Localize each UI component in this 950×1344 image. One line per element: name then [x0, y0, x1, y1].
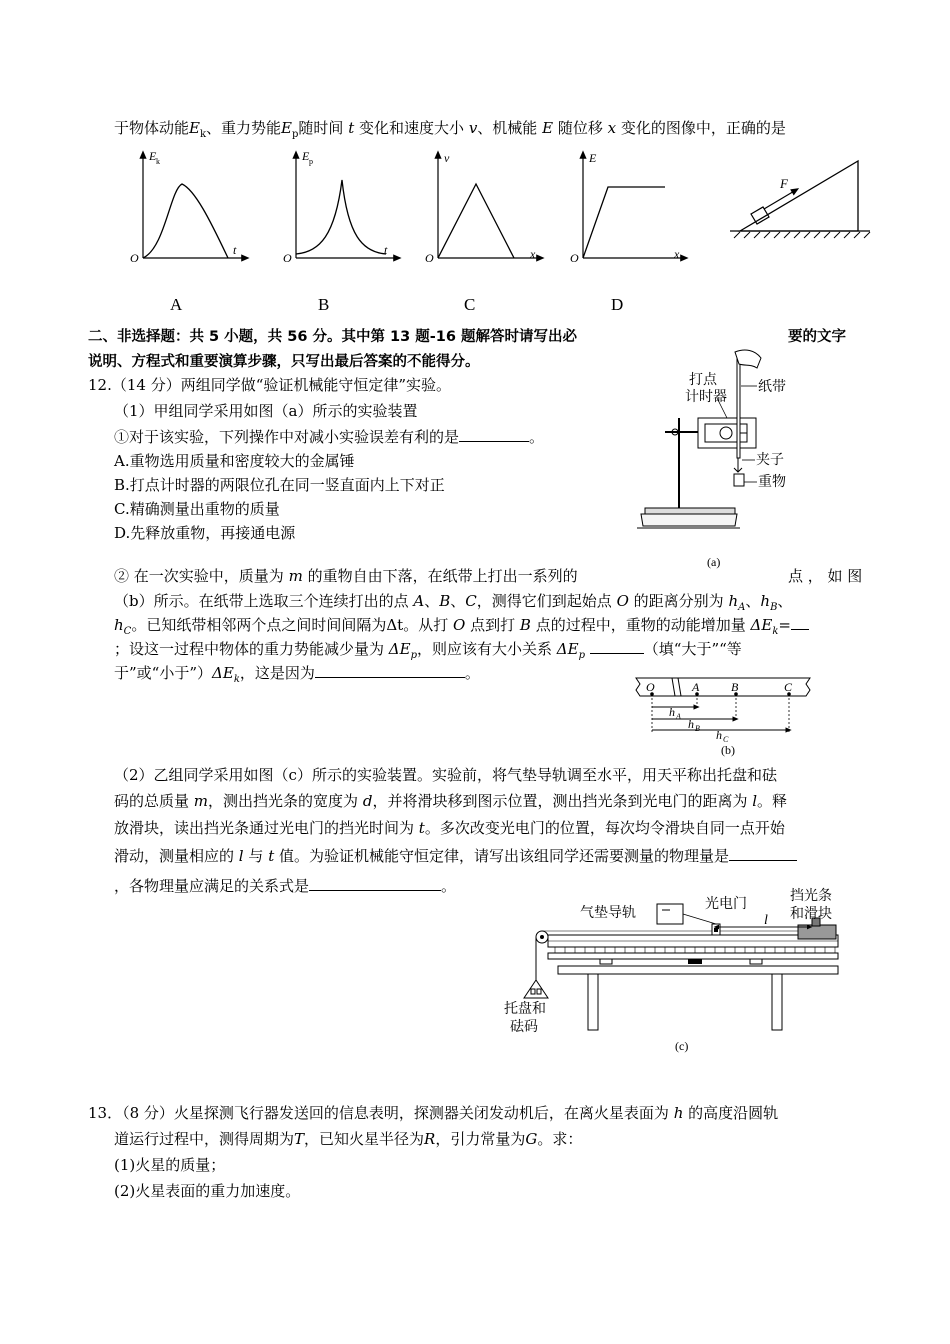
text: 点到打 [470, 616, 516, 634]
intro-line [114, 117, 786, 140]
q12-sub1 [114, 426, 544, 447]
point-label: O [646, 680, 655, 694]
text: 。求： [537, 1130, 583, 1148]
origin-label: O [570, 251, 579, 265]
option-label-d: D [611, 295, 624, 314]
symbol: h [114, 616, 124, 634]
section-heading-line1-end: 要的文字 [788, 329, 846, 345]
axis-label-t: t [384, 243, 388, 257]
text: 。已知纸带相邻两个点之间时间间隔为 [131, 616, 387, 634]
point-label: A [692, 680, 700, 694]
q13-sub1: (1)火星的质量； [114, 1156, 226, 1174]
axis-label-e: E [589, 151, 597, 165]
label-timer: 打点 [689, 373, 717, 388]
symbol: x [607, 119, 617, 137]
answer-blank[interactable] [459, 427, 529, 442]
figure-caption: (c) [675, 1039, 689, 1053]
symbol: m [288, 567, 303, 585]
text: 点的过程中，重物的动能增加量 [535, 616, 746, 634]
symbol: O [453, 616, 466, 634]
label-timer: 计时器 [685, 390, 727, 405]
symbol: ΔE [750, 616, 773, 634]
length-sub: B [695, 724, 700, 733]
option-label-c: C [464, 295, 476, 314]
q12-option-a: A.重物选用质量和密度较大的金属锤 [114, 452, 355, 470]
axis-label-ek: E [149, 149, 157, 163]
axis-label-t: t [233, 243, 237, 257]
q12-sub2-line4 [114, 638, 742, 661]
q13-line1 [88, 1102, 778, 1123]
text: 。从打 [403, 616, 449, 634]
symbol: t [348, 119, 355, 137]
symbol: G [525, 1130, 538, 1148]
text: 与 [248, 847, 264, 865]
label-slider: 挡光条 [790, 889, 832, 904]
symbol: E [189, 119, 200, 137]
symbol: B [519, 616, 531, 634]
text: 。 [464, 664, 480, 682]
figure-c [500, 880, 850, 1055]
subscript: p [410, 650, 417, 661]
q12-sub2-line1-end: 点 ， 如 图 [788, 567, 863, 585]
text: 放滑块，读出挡光条通过光电门的挡光时间为 [114, 819, 415, 837]
symbol: ΔE [212, 664, 234, 682]
symbol: ΔE [388, 640, 411, 658]
option-label-b: B [318, 295, 330, 314]
symbol: C [465, 592, 477, 610]
point-label: C [784, 680, 793, 694]
symbol: E [542, 119, 554, 137]
intro-text: 、重力势能 [206, 119, 282, 137]
length-sub: A [676, 712, 681, 721]
axis-label-x: x [530, 247, 536, 261]
answer-blank[interactable] [590, 639, 644, 654]
q12-part2-line1: （2）乙组同学采用如图（c）所示的实验装置。实验前，将气垫导轨调至水平，用天平称出托盘和砝 [114, 766, 777, 784]
text: 值。为验证机械能守恒定律，请写出该组同学还需要测量的物理量是 [279, 847, 730, 865]
section-heading-line1: 二、非选择题：共 5 小题，共 56 分。其中第 13 题-16 题解答时请写出必 [88, 329, 577, 345]
text: ，则应该有大小关系 [417, 640, 553, 658]
text: 道运行过程中，测得周期为 [114, 1130, 295, 1148]
axis-label-v: v [444, 151, 450, 165]
text: （b）所示。在纸带上选取三个连续打出的点 [114, 592, 409, 610]
symbol: E [281, 119, 292, 137]
figure-a [635, 348, 840, 573]
text: 。 [441, 877, 457, 895]
symbol: ΔE [556, 640, 579, 658]
q12-part2-line4 [114, 845, 797, 866]
length-label: h [688, 717, 694, 731]
answer-blank[interactable] [309, 876, 441, 891]
symbol: T [294, 1130, 305, 1148]
intro-text: 变化和速度大小 [359, 119, 465, 137]
text: 。多次改变光电门的位置，每次均令滑块自同一点开始 [424, 819, 785, 837]
q12-title: 12.（14 分）两组同学做“验证机械能守恒定律”实验。 [88, 376, 452, 394]
intro-text: 随时间 [298, 119, 344, 137]
q12-sub2-line3 [114, 614, 809, 637]
length-label: h [669, 705, 675, 719]
symbol: R [424, 1130, 436, 1148]
figure-b [628, 672, 818, 757]
label-tray: 砝码 [510, 1020, 538, 1035]
text: 、 [450, 592, 466, 610]
q12-option-d: D.先释放重物，再接通电源 [114, 524, 296, 542]
text: 、 [745, 592, 761, 610]
symbol: d [362, 792, 373, 810]
symbol: m [193, 792, 209, 810]
point-label: B [731, 680, 739, 694]
length-label: h [716, 728, 722, 742]
symbol: B [439, 592, 451, 610]
symbol: O [616, 592, 629, 610]
figure-caption: (a) [707, 555, 721, 569]
subscript: B [770, 602, 778, 613]
option-label-a: A [170, 295, 183, 314]
subscript: C [123, 626, 132, 637]
distance-label: l [764, 913, 768, 928]
text: ，测得它们到起始点 [476, 592, 612, 610]
symbol: Δt [386, 616, 404, 634]
q12-option-b: B.打点计时器的两限位孔在同一竖直面内上下对正 [114, 476, 445, 494]
text: ，各物理量应满足的关系式是 [114, 877, 310, 895]
axis-label-x: x [674, 247, 680, 261]
text: ；设这一过程中物体的重力势能减少量为 [114, 640, 385, 658]
label-rail: 气垫导轨 [580, 906, 636, 921]
q12-sub1-text: ①对于该实验，下列操作中对减小实验误差有利的是 [114, 428, 460, 446]
symbol: A [413, 592, 425, 610]
text: 、 [424, 592, 440, 610]
axis-label-sub: k [156, 157, 160, 166]
subscript: k [199, 129, 207, 140]
text: ② 在一次实验中，质量为 [114, 567, 284, 585]
origin-label: O [425, 251, 434, 265]
text: = [778, 616, 791, 634]
axis-label-ep: E [302, 149, 310, 163]
symbol: t [418, 819, 425, 837]
origin-label: O [283, 251, 292, 265]
answer-blank[interactable] [729, 846, 797, 861]
section-heading-line2: 说明、方程式和重要演算步骤，只写出最后答案的不能得分。 [88, 354, 480, 370]
symbol: v [468, 119, 478, 137]
text: ，并将滑块移到图示位置，测出挡光条到光电门的距离为 [372, 792, 748, 810]
text: 滑动，测量相应的 [114, 847, 235, 865]
intro-text: 、机械能 [477, 119, 538, 137]
label-slider: 和滑块 [790, 907, 832, 922]
intro-text: 随位移 [557, 119, 603, 137]
label-clip: 夹子 [756, 453, 784, 468]
q12-sub1-end: 。 [529, 428, 545, 446]
graph-a [130, 149, 246, 265]
subscript: k [772, 626, 779, 637]
text: 、 [777, 592, 793, 610]
symbol: l [752, 792, 758, 810]
text: （填“大于”“等 [643, 640, 742, 658]
label-tape: 纸带 [758, 380, 786, 395]
q13-line2 [114, 1128, 582, 1149]
text: ，测出挡光条的宽度为 [208, 792, 359, 810]
answer-blank[interactable] [315, 663, 465, 678]
text: 的高度沿圆轨 [688, 1104, 779, 1122]
symbol: h [728, 592, 739, 610]
text: 。释 [757, 792, 788, 810]
label-tray: 托盘和 [504, 1002, 546, 1017]
text: 的距离分别为 [633, 592, 724, 610]
text: ，已知火星半径为 [304, 1130, 425, 1148]
symbol: h [673, 1104, 684, 1122]
subscript: k [233, 674, 240, 685]
text: 的重物自由下落，在纸带上打出一系列的 [307, 567, 578, 585]
incline-diagram [730, 161, 870, 238]
force-label: F [780, 176, 788, 191]
symbol: l [238, 847, 244, 865]
symbol: t [268, 847, 275, 865]
graph-d [570, 151, 685, 265]
q12-option-c: C.精确测量出重物的质量 [114, 500, 280, 518]
text: 码的总质量 [114, 792, 190, 810]
length-sub: C [723, 735, 729, 744]
graph-c [425, 151, 541, 265]
q12-part2-line2 [114, 790, 787, 811]
answer-blank[interactable] [791, 615, 809, 630]
q12-part2-line3 [114, 817, 785, 838]
label-weight: 重物 [758, 475, 786, 490]
q12-part1: （1）甲组同学采用如图（a）所示的实验装置 [114, 402, 418, 420]
figure-caption: (b) [721, 743, 735, 757]
text: 于”或“小于”） [114, 664, 213, 682]
text: ，这是因为 [239, 664, 315, 682]
q12-sub2-line1 [114, 565, 578, 586]
q13-sub2: (2)火星表面的重力加速度。 [114, 1182, 301, 1200]
axis-label-sub: p [309, 157, 313, 166]
text: ，引力常量为 [435, 1130, 526, 1148]
subscript: A [738, 602, 746, 613]
subscript: p [292, 129, 299, 140]
symbol: h [760, 592, 771, 610]
intro-text: 变化的图像中，正确的是 [620, 119, 786, 137]
q12-sub2-line5 [114, 662, 480, 685]
intro-text: 于物体动能 [114, 119, 190, 137]
q12-sub2-line2 [114, 590, 792, 613]
option-graphs [0, 140, 950, 275]
origin-label: O [130, 251, 139, 265]
q12-part2-line5 [114, 875, 456, 896]
graph-b [283, 149, 398, 265]
subscript: p [578, 650, 585, 661]
text: 13．（8 分）火星探测飞行器发送回的信息表明，探测器关闭发动机后，在离火星表面为 [88, 1104, 669, 1122]
label-gate: 光电门 [705, 897, 747, 912]
